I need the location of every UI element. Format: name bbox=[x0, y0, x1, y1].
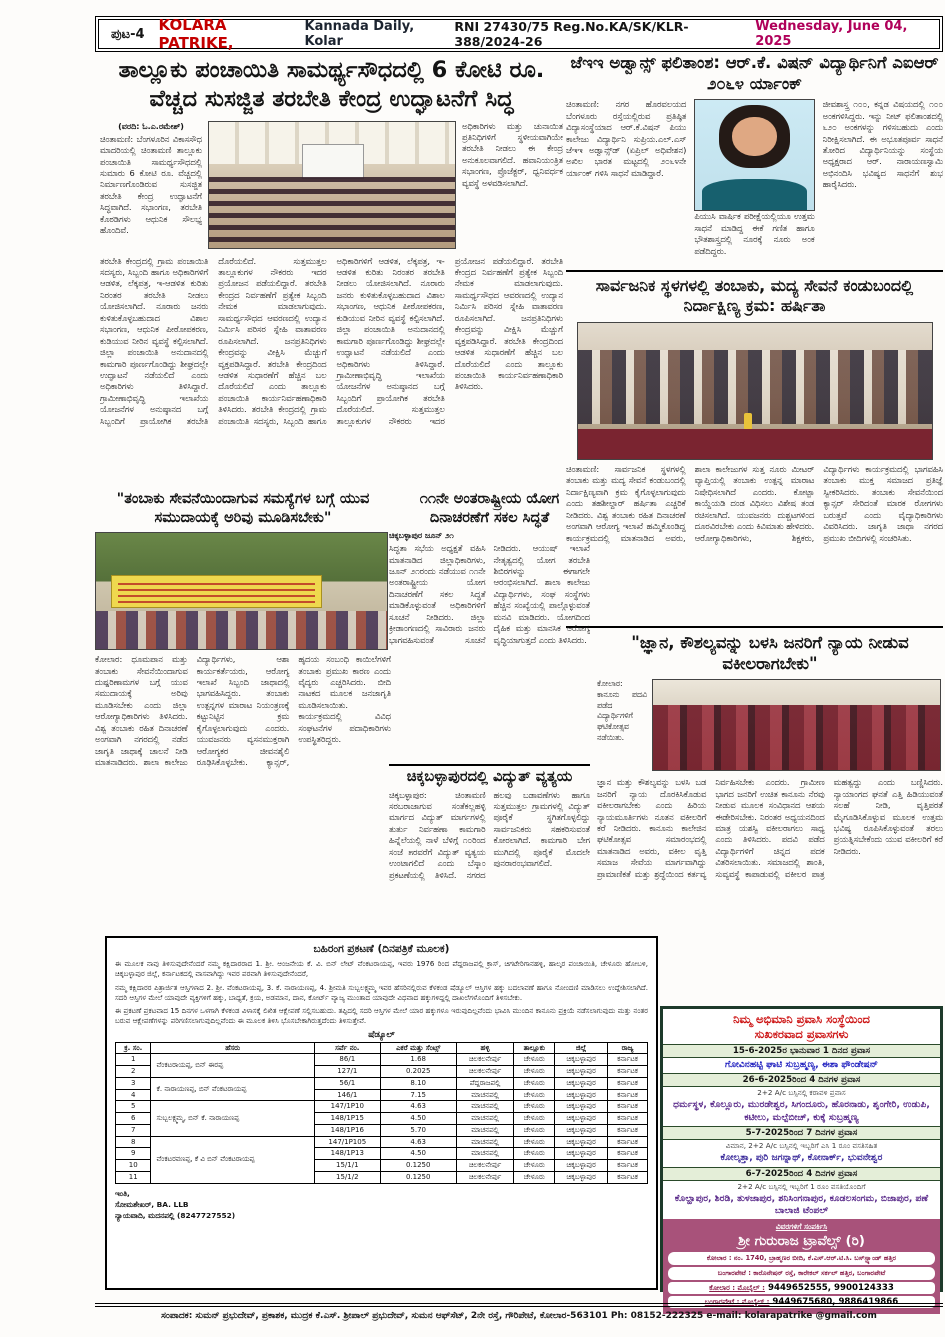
table-cell: ಕೆ. ನಾರಾಯಣಪ್ಪ, ಬಿನ್ ವೆಂಕಟರಾಯಪ್ಪ bbox=[151, 1077, 314, 1101]
table-cell: ಕರ್ನಾಟಕ bbox=[608, 1077, 648, 1089]
photo-lamp-detail bbox=[744, 413, 752, 430]
notice-table-body bbox=[116, 1054, 648, 1183]
schedule-table-head bbox=[116, 1042, 648, 1054]
table-cell: ಮಾಚನಪಲ್ಲಿ bbox=[456, 1124, 514, 1136]
table-cell: 9 bbox=[116, 1148, 151, 1160]
notice-paragraph: ನಮ್ಮ ಕಕ್ಷಿದಾರರ ಪಿತ್ರಾರ್ಜಿತ ಆಸ್ತಿಗಳಾದ 2. ಶ್ರೀ. ವೆಂಕಟರಾಯಪ್ಪ, 3. ಕೆ. ನಾರಾಯಣಪ್ಪ, 4. ಶ್ರೀಮತಿ ಸುಬ್ಬಲಕ್ಷ್ಮಮ್ಮ ಇವರ ಹೆಸರಿನಲ್ಲಿರುವ ಕೆಳಕಂಡ ಷೆಡ್ಯೂಲ್ ಆಸ್ತಿಗಳ ಹಕ್ಕು ಬದಲಾವಣೆ ಹಾಗೂ ನೋಂದಣಿ ಮಾಡಿಸಲು ಉದ್ದೇಶಿಸಲಾಗಿದೆ. ಸದರಿ ಆಸ್ತಿಗಳ ಮೇಲೆ ಯಾವುದೇ ವ್ಯಕ್ತಿಗಳಿಗೆ ಹಕ್ಕು, ಬಾಧ್ಯತೆ, ಕ್ರಯ, ಅಡಮಾನ, ದಾನ, ಕೋರ್ಟ್ ವ್ಯಾಜ್ಯ ಮುಂತಾದ ಯಾವುದೇ ವಿಧವಾದ ಹಕ್ಕುಗಳಿದ್ದಲ್ಲಿ ದಾಖಲೆಗಳೊಂದಿಗೆ ತಿಳಿಸಬೇಕು. bbox=[115, 982, 648, 1002]
paper-name: KOLARA PATRIKE, bbox=[158, 16, 234, 52]
tour-destinations: ಧರ್ಮಸ್ಥಳ, ಕೊಲ್ಲೂರು, ಮುರಡೇಶ್ವರ, ಸಿಗಂದೂರು, ಹೊರನಾಡು, ಶೃಂಗೇರಿ, ಉಡುಪಿ, ಕಟೀಲು, ಮಲ್ಪೆಬೀಚ್, ಕುಕ್ಕೆ ಸುಬ್ರಹ್ಮಣ್ಯ bbox=[673, 1099, 930, 1123]
photo-shirt-detail bbox=[702, 179, 806, 210]
divider bbox=[389, 764, 590, 766]
article-yoga-day bbox=[389, 490, 590, 739]
table-cell: 8 bbox=[116, 1136, 151, 1148]
table-cell: ಕರ್ನಾಟಕ bbox=[608, 1124, 648, 1136]
table-cell: ಮಾಚನಪಲ್ಲಿ bbox=[456, 1113, 514, 1125]
table-cell: ಮಾಚನಪಲ್ಲಿ bbox=[456, 1101, 514, 1113]
ad-title-line1: ನಿಮ್ಮ ಅಭಿಮಾನಿ ಪ್ರವಾಸಿ ಸಂಸ್ಥೆಯಿಂದ bbox=[733, 1012, 870, 1026]
dateline: ಚಿಕ್ಕಬಳ್ಳಾಪುರ ಜೂನ್ ೨೧ bbox=[389, 531, 454, 541]
headline-power-outage: ಚಿಕ್ಕಬಳ್ಳಾಪುರದಲ್ಲಿ ವಿದ್ಯುತ್ ವ್ಯತ್ಯಯ bbox=[406, 769, 573, 785]
table-cell: ಕರ್ನಾಟಕ bbox=[608, 1066, 648, 1078]
table-header-cell: ಹಳ್ಳಿ bbox=[456, 1042, 514, 1054]
table-cell: ಚೇಳೂರು bbox=[514, 1089, 555, 1101]
table-cell: ಕರ್ನಾಟಕ bbox=[608, 1136, 648, 1148]
table-cell: ಪೆದ್ದರಾಜಪಲ್ಲಿ bbox=[456, 1077, 514, 1089]
phone-label: ಕೋಲಾರ : ಮೊಬೈಲ್ : bbox=[709, 1283, 765, 1292]
headline-training-centre: ತಾಲ್ಲೂಕು ಪಂಚಾಯಿತಿ ಸಾಮರ್ಥ್ಯಸೌಧದಲ್ಲಿ 6 ಕೋಟಿ ರೂ. ವೆಚ್ಚದ ಸುಸಜ್ಜಿತ ತರಬೇತಿ ಕೇಂದ್ರ ಉದ್ಘಾಟನೆಗೆ ಸಿದ್ಧ bbox=[118, 57, 545, 112]
article-jee-result bbox=[566, 52, 943, 275]
table-cell: 86/1 bbox=[314, 1054, 380, 1066]
imprint-footer: ಸಂಪಾದಕ: ಸುಮನ್ ಪ್ರಭುದೇವ್, ಪ್ರಕಾಶಕ, ಮುದ್ರಕ ಕೆ.ಎಸ್. ಶ್ರೀಪಾಲ್ ಪ್ರಭುದೇವ್, ಸುಮನ ಆಫ್‌ಸೆಟ್, 2ನೇ ರಸ್ತೆ, ಗೌರಿಪೇಟೆ, ಕೋಲಾರ-563101 Ph: 08152-222325 e-mail: kolarapatrike @gmail.com bbox=[95, 1303, 943, 1321]
page-number-label: ಪುಟ-4 bbox=[111, 26, 145, 42]
ad-title bbox=[663, 1009, 940, 1044]
table-cell: ಚೇಳೂರು bbox=[514, 1101, 555, 1113]
table-cell: ಕರ್ನಾಟಕ bbox=[608, 1054, 648, 1066]
jee-middle-column bbox=[694, 99, 814, 275]
article-body: ಚಿಕ್ಕಬಳ್ಳಾಪುರ: ಚಿಂತಾಮಣಿ ಸರಬರಾಜಾಗುವ ಸಂತೆಕಲ್ಲಹಳ್ಳಿ ಮಾರ್ಗದ ವಿದ್ಯುತ್ ಮಾರ್ಗಗಳಲ್ಲಿ ತುರ್ತು ನಿರ್ವಹಣಾ ಕಾಮಗಾರಿ ಹಿನ್ನೆಲೆಯಲ್ಲಿ ನಾಳೆ ಬೆಳಿಗ್ಗೆ ೧೦ರಿಂದ ಸಂಜೆ ೫ರವರೆಗೆ ವಿದ್ಯುತ್ ವ್ಯತ್ಯಯ ಉಂಟಾಗಲಿದೆ ಎಂದು ಬೆಸ್ಕಾಂ ಪ್ರಕಟಣೆಯಲ್ಲಿ ತಿಳಿಸಿದೆ. ನಗರದ ಹಲವು ಬಡಾವಣೆಗಳು ಹಾಗೂ ಸುತ್ತಮುತ್ತಲ ಗ್ರಾಮಗಳಲ್ಲಿ ವಿದ್ಯುತ್ ಪೂರೈಕೆ ಸ್ಥಗಿತಗೊಳ್ಳಲಿದ್ದು ಸಾರ್ವಜನಿಕರು ಸಹಕರಿಸುವಂತೆ ಕೋರಲಾಗಿದೆ. ಕಾಮಗಾರಿ ಬೇಗ ಮುಗಿದಲ್ಲಿ ಪೂರೈಕೆ ಮೊದಲೇ ಪುನರಾರಂಭವಾಗಲಿದೆ. bbox=[389, 789, 590, 880]
notice-title: ಬಹಿರಂಗ ಪ್ರಕಟಣೆ (ದಿನಪತ್ರಿಕೆ ಮೂಲಕ) bbox=[313, 943, 450, 955]
phone-numbers: 9449652555, 9900124333 bbox=[767, 1282, 894, 1293]
table-cell: 5 bbox=[116, 1101, 151, 1113]
table-cell: 0.1250 bbox=[380, 1171, 456, 1183]
issue-date: Wednesday, June 04, 2025 bbox=[755, 19, 908, 49]
headline-lawyers-convocation: "ಜ್ಞಾನ, ಕೌಶಲ್ಯವನ್ನು ಬಳಸಿ ಜನರಿಗೆ ನ್ಯಾಯ ನೀಡುವ ವಕೀಲರಾಗಬೇಕು" bbox=[631, 633, 909, 674]
training-hall-photo bbox=[208, 121, 456, 249]
article-body: ಚಿಂತಾಮಣಿ: ಸಾರ್ವಜನಿಕ ಸ್ಥಳಗಳಲ್ಲಿ ತಂಬಾಕು ಮತ್ತು ಮದ್ಯ ಸೇವನೆ ಕಂಡುಬಂದಲ್ಲಿ ನಿರ್ದಾಕ್ಷಿಣ್ಯವಾಗಿ ಕ್ರಮ ಕೈಗೊಳ್ಳಲಾಗುವುದು ಎಂದು ತಹಶೀಲ್ದಾರ್ ಹರ್ಷಿತಾ ಎಚ್ಚರಿಕೆ ನೀಡಿದರು. ವಿಶ್ವ ತಂಬಾಕು ರಹಿತ ದಿನಾಚರಣೆ ಅಂಗವಾಗಿ ಆರೋಗ್ಯ ಇಲಾಖೆ ಹಮ್ಮಿಕೊಂಡಿದ್ದ ಕಾರ್ಯಕ್ರಮದಲ್ಲಿ ಮಾತನಾಡಿದ ಅವರು, ಶಾಲಾ ಕಾಲೇಜುಗಳ ಸುತ್ತ ನೂರು ಮೀಟರ್ ವ್ಯಾಪ್ತಿಯಲ್ಲಿ ತಂಬಾಕು ಉತ್ಪನ್ನ ಮಾರಾಟ ನಿಷೇಧಿಸಲಾಗಿದೆ ಎಂದರು. ಕೋಟ್ಪಾ ಕಾಯ್ದೆಯಡಿ ದಂಡ ವಿಧಿಸಲು ವಿಶೇಷ ತಂಡ ರಚಿಸಲಾಗಿದೆ. ಯುವಜನರು ದುಶ್ಚಟಗಳಿಂದ ದೂರವಿರಬೇಕು ಎಂದು ಕಿವಿಮಾತು ಹೇಳಿದರು. ಆರೋಗ್ಯಾಧಿಕಾರಿಗಳು, ಶಿಕ್ಷಕರು, ವಿದ್ಯಾರ್ಥಿಗಳು ಕಾರ್ಯಕ್ರಮದಲ್ಲಿ ಭಾಗವಹಿಸಿ ತಂಬಾಕು ಮುಕ್ತ ಸಮಾಜದ ಪ್ರತಿಜ್ಞೆ ಸ್ವೀಕರಿಸಿದರು. ತಂಬಾಕು ಸೇವನೆಯಿಂದ ಕ್ಯಾನ್ಸರ್ ಸೇರಿದಂತೆ ಮಾರಕ ರೋಗಗಳು ಬರುತ್ತವೆ ಎಂದು ವೈದ್ಯಾಧಿಕಾರಿಗಳು ವಿವರಿಸಿದರು. ಜಾಗೃತಿ ಜಾಥಾ ನಗರದ ಪ್ರಮುಖ ಬೀದಿಗಳಲ್ಲಿ ಸಂಚರಿಸಿತು. bbox=[566, 463, 943, 543]
table-header-cell: ಸರ್ವೆ ನಂ. bbox=[314, 1042, 380, 1054]
student-portrait-photo bbox=[694, 99, 814, 211]
article-body: ಚಿಂತಾಮಣಿ: ನಗರ ಹೊರವಲಯದ ಬೆಂಗಳೂರು ರಸ್ತೆಯಲ್ಲಿರುವ ಪ್ರತಿಷ್ಠಿತ ವಿದ್ಯಾಸಂಸ್ಥೆಯಾದ ಆರ್.ಕೆ.ವಿಷನ್ ಪಿಯು ಕಾಲೇಜು ವಿದ್ಯಾರ್ಥಿನಿ ಸುಪ್ರಿಯ.ಎಲ್.ಎಸ್ ಜೆಇಇ ಅಡ್ವಾನ್ಸ್‌ಡ್ (ಏಪ್ರಿಲ್ ಅಧಿವೇಶನ) ಅಖಿಲ ಭಾರತ ಮಟ್ಟದಲ್ಲಿ ೨೦೬೪ನೇ ರ್ಯಾಂಕ್ ಗಳಿಸಿ ಸಾಧನೆ ಮಾಡಿದ್ದಾರೆ. bbox=[566, 99, 687, 178]
tour-destinations: ಕೊಲ್ಹಾಪುರ, ಶಿರಡಿ, ತುಳಜಾಪುರ, ಶನಿಸಿಂಗನಾಪುರ, ಕೂಡಲಸಂಗಮ, ಬಿಜಾಪುರ, ಪಣೆ ಬಾಲಾಜಿ ಟೆಂಪಲ್ bbox=[674, 1192, 929, 1216]
headline-yoga-day: ೧೧ನೇ ಅಂತರಾಷ್ಟ್ರೀಯ ಯೋಗ ದಿನಾಚರಣೆಗೆ ಸಕಲ ಸಿದ್ಧತೆ bbox=[419, 491, 560, 526]
table-cell: ಚಿಕ್ಕಬಳ್ಳಾಪುರ bbox=[555, 1077, 608, 1089]
table-cell: 0.1250 bbox=[380, 1160, 456, 1172]
table-cell: 10 bbox=[116, 1160, 151, 1172]
tour-date: 26-6-2025ರಿಂದ 4 ದಿನಗಳ ಪ್ರವಾಸ bbox=[663, 1073, 940, 1087]
photo-people-detail bbox=[578, 350, 932, 423]
lawyers-top-section bbox=[597, 679, 943, 771]
tour-item bbox=[663, 1073, 940, 1126]
table-cell: ಚೇಳೂರು bbox=[514, 1148, 555, 1160]
article-tobacco-awareness bbox=[95, 490, 391, 926]
table-cell: 4 bbox=[116, 1089, 151, 1101]
notice-paragraph: ಈ ಪ್ರಕಟಣೆ ಪ್ರಕಟವಾದ 15 ದಿನಗಳ ಒಳಗಾಗಿ ಕೆಳಕಂಡ ವಿಳಾಸಕ್ಕೆ ಲಿಖಿತ ಆಕ್ಷೇಪಣೆ ಸಲ್ಲಿಸಬಹುದು. ತಪ್ಪಿದಲ್ಲಿ ಸದರಿ ಆಸ್ತಿಗಳ ಮೇಲೆ ಯಾರ ಹಕ್ಕುಗಳೂ ಇರುವುದಿಲ್ಲವೆಂದು ಭಾವಿಸಿ ಮುಂದಿನ ಕಾನೂನು ಪ್ರಕ್ರಿಯೆ ನಡೆಸಲಾಗುವುದು ಮತ್ತು ನಂತರ ಬರುವ ಆಕ್ಷೇಪಣೆಗಳನ್ನು ಪರಿಗಣಿಸಲಾಗುವುದಿಲ್ಲವೆಂದು ಈ ಮೂಲಕ ತಿಳಿಸಿ ಭೊಸಬೇಕಾಗಿರುತ್ತದೆಂದು ತಿಳಿಸುತ್ತೇವೆ. bbox=[115, 1006, 648, 1026]
agency-name: ಶ್ರೀ ಗುರುರಾಜ ಟ್ರಾವೆಲ್ಸ್ (ರಿ) bbox=[738, 1233, 865, 1250]
tour-date: 5-7-2025ರಿಂದ 7 ದಿನಗಳ ಪ್ರವಾಸ bbox=[663, 1126, 940, 1140]
table-cell: ವೆಂಕಟರವಣಪ್ಪ, ಕೆ ವಿ ಬಿನ್ ವೆಂಕಟರಾಯಪ್ಪ bbox=[151, 1136, 314, 1183]
divider bbox=[566, 626, 943, 628]
table-cell: ಚೇಳೂರು bbox=[514, 1171, 555, 1183]
tour-destinations: ಕೋಲ್ಕತ್ತಾ, ಪುರಿ ಜಗನ್ನಾಥ್, ಕೋನಾರ್ಕ್, ಭುವನೇಶ್ವರ bbox=[720, 1152, 883, 1164]
photo-people-detail bbox=[653, 705, 940, 770]
signoff-line: ಸೋಮಶೇಖರ್, BA. LLB bbox=[115, 1199, 189, 1209]
table-cell: 15/1/2 bbox=[314, 1171, 380, 1183]
table-header-cell: ತಾಲ್ಲೂಕು bbox=[514, 1042, 555, 1054]
table-cell: ಚೇಳೂರು bbox=[514, 1124, 555, 1136]
article-training-centre bbox=[100, 56, 563, 496]
table-cell: 11 bbox=[116, 1171, 151, 1183]
notice-paragraph: ಈ ಮೂಲಕ ನಾವು ತಿಳಿಸುವುದೇನೆಂದರೆ ನಮ್ಮ ಕಕ್ಷಿದಾರರಾದ 1. ಶ್ರೀ. ಆಂಜನೇಯ ಕೆ. ವಿ. ಬಿನ್ ಲೇಟ್ ವೆಂಕಟರಾಯಪ್ಪ, ಇವರು 1976 ರಿಂದ ಪೆದ್ದರಾಜಪಲ್ಲಿ ಕ್ರಾಸ್, ಚಿಗಟೇರಿಗಾನಹಳ್ಳಿ, ಹಾಲ್ಕರ ಪಂಚಾಯಿತಿ, ಚೇಳೂರು ಹೋಬಳಿ, ಚಿಕ್ಕಬಳ್ಳಾಪುರ ಜಿಲ್ಲೆ, ಕರ್ನಾಟಕದಲ್ಲಿ ವಾಸವಾಗಿದ್ದು ಇವರ ಪರವಾಗಿ ತಿಳಿಸುವುದೇನೆಂದರೆ, bbox=[115, 959, 648, 979]
photo-face-detail bbox=[732, 117, 777, 157]
table-cell: 4.50 bbox=[380, 1113, 456, 1125]
photo-banner-text-detail bbox=[118, 579, 316, 604]
table-cell: ಕರ್ನಾಟಕ bbox=[608, 1101, 648, 1113]
table-cell: ಮಾಚನಪಲ್ಲಿ bbox=[456, 1148, 514, 1160]
table-cell: ಕರ್ನಾಟಕ bbox=[608, 1148, 648, 1160]
table-cell: ಕರ್ನಾಟಕ bbox=[608, 1113, 648, 1125]
table-cell: ಚಿಕ್ಕಬಳ್ಳಾಪುರ bbox=[555, 1124, 608, 1136]
table-cell: ಚಿಕ್ಕಬಳ್ಳಾಪುರ bbox=[555, 1066, 608, 1078]
tour-item bbox=[663, 1167, 940, 1220]
tour-date: 6-7-2025ರಿಂದ 4 ದಿನಗಳ ಪ್ರವಾಸ bbox=[663, 1167, 940, 1181]
byline: (ವರದಿ: ಓ.ಎ.ರಮೇಶ್) bbox=[118, 121, 184, 131]
photo-screen-detail bbox=[302, 144, 363, 179]
table-cell: 15/1/1 bbox=[314, 1160, 380, 1172]
table-cell: ಮಾಚನಪಲ್ಲಿ bbox=[456, 1089, 514, 1101]
table-cell: 148/1P15 bbox=[314, 1113, 380, 1125]
table-cell: ಸುಬ್ಬಲಕ್ಷ್ಮಮ್ಮ, ಬಿನ್ ಕೆ. ನಾರಾಯಣಪ್ಪ bbox=[151, 1101, 314, 1136]
table-cell: ಕರ್ನಾಟಕ bbox=[608, 1089, 648, 1101]
table-row bbox=[116, 1077, 648, 1089]
article-tobacco-enforcement bbox=[566, 276, 943, 632]
table-cell: ಚಿಕ್ಕಬಳ್ಳಾಪುರ bbox=[555, 1089, 608, 1101]
table-cell: 0.2025 bbox=[380, 1066, 456, 1078]
table-cell: ಚೇಳೂರು bbox=[514, 1054, 555, 1066]
table-header-cell: ಜಿಲ್ಲೆ bbox=[555, 1042, 608, 1054]
registration-number: RNI 27430/75 Reg.No.KA/SK/KLR-388/2024-26 bbox=[454, 19, 689, 49]
headline-jee-result: ಜೆಇಇ ಅಡ್ವಾನ್ಸ್ ಫಲಿತಾಂಶ: ಆರ್.ಕೆ. ವಿಷನ್ ವಿದ್ಯಾರ್ಥಿನಿಗೆ ಎಐಆರ್ ೨೦೬೪ ರ್ಯಾಂಕ್ bbox=[570, 53, 939, 94]
signoff-line: ಇಂತಿ, bbox=[115, 1188, 130, 1198]
training-top-section bbox=[100, 121, 563, 249]
officials-dais-photo bbox=[577, 322, 933, 460]
table-header-cell: ಎಕರೆ ಮತ್ತು ಸೆಂಟ್ಸ್ bbox=[380, 1042, 456, 1054]
table-cell: 56/1 bbox=[314, 1077, 380, 1089]
table-cell: ಚೇಳೂರು bbox=[514, 1113, 555, 1125]
table-cell: ಮಾಚನಪಲ್ಲಿ bbox=[456, 1136, 514, 1148]
article-body: ಜೀವಶಾಸ್ತ್ರ ೧೦೦, ಕನ್ನಡ ವಿಷಯದಲ್ಲಿ ೧೦೦ ಅಂಕಗಳಿಸಿದ್ದರು. ಇನ್ನು ನೀಟ್ ಫಲಿತಾಂಶದಲ್ಲಿ ೬೨೦ ಅಂಕಗಳನ್ನು ಗಳಿಸಬಹುದು ಎಂದು ನಿರೀಕ್ಷಿಸಲಾಗಿದೆ. ಈ ಅಭೂತಪೂರ್ವ ಸಾಧನೆ ತೋರಿದ ವಿದ್ಯಾರ್ಥಿನಿಯನ್ನು ಸಂಸ್ಥೆಯ ಅಧ್ಯಕ್ಷರಾದ ಆರ್. ನಾರಾಯಣಸ್ವಾಮಿ ಅಭಿನಂದಿಸಿ ಭವಿಷ್ಯದ ಸಾಧನೆಗೆ ಶುಭ ಹಾರೈಸಿದರು. bbox=[822, 99, 943, 190]
table-cell: 4.63 bbox=[380, 1101, 456, 1113]
table-cell: 5.70 bbox=[380, 1124, 456, 1136]
table-cell: ಚಿಲಕಲನೇರ್ಪು bbox=[456, 1171, 514, 1183]
article-body bbox=[100, 121, 202, 249]
table-cell: ಚಿಕ್ಕಬಳ್ಳಾಪುರ bbox=[555, 1148, 608, 1160]
table-cell: 1 bbox=[116, 1054, 151, 1066]
table-cell: 3 bbox=[116, 1077, 151, 1089]
table-cell: 147/1P10 bbox=[314, 1101, 380, 1113]
table-header-cell: ಹೆಸರು bbox=[151, 1042, 314, 1054]
table-row bbox=[116, 1136, 648, 1148]
table-cell: 4.50 bbox=[380, 1148, 456, 1160]
photo-people-detail bbox=[96, 611, 387, 649]
agency-address: ಕೋಲಾರ : ನಂ. 1740, ಬ್ರಾಹ್ಮಣರ ಬೀದಿ, ಕೆ.ಎಸ್.ಆರ್.ಟಿ.ಸಿ. ಬಸ್‌ಸ್ಟ್ಯಾಂಡ್ ಹತ್ತಿರ bbox=[668, 1252, 935, 1265]
tour-date: 15-6-2025ರ ಭಾನುವಾರ 1 ದಿನದ ಪ್ರವಾಸ bbox=[663, 1044, 940, 1058]
table-cell: ವೆಂಕಟರಾಯಪ್ಪ, ಬಿನ್ ಈರಪ್ಪ bbox=[151, 1054, 314, 1078]
headline-tobacco-enforcement: ಸಾರ್ವಜನಿಕ ಸ್ಥಳಗಳಲ್ಲಿ ತಂಬಾಕು, ಮದ್ಯ ಸೇವನೆ ಕಂಡುಬಂದಲ್ಲಿ ನಿರ್ದಾಕ್ಷಿಣ್ಯ ಕ್ರಮ: ಹರ್ಷಿತಾ bbox=[595, 276, 914, 316]
article-body: ಅಧಿಕಾರಿಗಳು ಮತ್ತು ಚುನಾಯಿತ ಪ್ರತಿನಿಧಿಗಳಿಗೆ ಸ್ಥಳೀಯವಾಗಿಯೇ ತರಬೇತಿ ನೀಡಲು ಈ ಕೇಂದ್ರ ಅನುಕೂಲವಾಗಲಿದೆ. ಹವಾನಿಯಂತ್ರಿತ ಸಭಾಂಗಣ, ಪ್ರೊಜೆಕ್ಟರ್, ಧ್ವನಿವರ್ಧಕ ವ್ಯವಸ್ಥೆ ಅಳವಡಿಸಲಾಗಿದೆ. bbox=[462, 120, 563, 188]
table-cell: ಕರ್ನಾಟಕ bbox=[608, 1171, 648, 1183]
table-cell: 8.10 bbox=[380, 1077, 456, 1089]
table-cell: ಚಿಕ್ಕಬಳ್ಳಾಪುರ bbox=[555, 1160, 608, 1172]
table-cell: 1.68 bbox=[380, 1054, 456, 1066]
jee-columns bbox=[566, 99, 943, 275]
travel-agency-ad bbox=[660, 1006, 943, 1307]
legal-notice-box bbox=[105, 936, 658, 1290]
photo-banner-detail bbox=[111, 575, 323, 608]
notice-signoff bbox=[115, 1188, 648, 1221]
table-cell: 146/1 bbox=[314, 1089, 380, 1101]
table-cell: ಚೇಳೂರು bbox=[514, 1077, 555, 1089]
table-cell: ಚಿಕ್ಕಬಳ್ಳಾಪುರ bbox=[555, 1171, 608, 1183]
table-cell: 148/1P16 bbox=[314, 1124, 380, 1136]
table-header-row bbox=[116, 1042, 648, 1054]
table-cell: ಚೇಳೂರು bbox=[514, 1066, 555, 1078]
headline-tobacco-awareness: "ತಂಬಾಕು ಸೇವನೆಯಿಂದಾಗುವ ಸಮಸ್ಯೆಗಳ ಬಗ್ಗೆ ಯುವ ಸಮುದಾಯಕ್ಕೆ ಅರಿವು ಮೂಡಿಸಬೇಕು" bbox=[116, 491, 370, 526]
table-cell: 6 bbox=[116, 1113, 151, 1125]
phone-label: ಬಂಗಾರಪೇಟೆ : ಮೊಬೈಲ್ : bbox=[704, 1297, 770, 1306]
phone-numbers: 9449675680, 9886419866 bbox=[772, 1296, 899, 1307]
paper-subtitle: Kannada Daily, Kolar bbox=[304, 19, 415, 49]
agency-address: ಬಂಗಾರಪೇಟೆ : ಕಾರೊನೇಷನ್ ರಸ್ತೆ, ಕಾರೇಕಲ್ ಸರ್ಕಲ್ ಹತ್ತಿರ, ಬಂಗಾರಪೇಟೆ bbox=[668, 1267, 935, 1280]
tour-note: 2+2 A/c ಬಸ್ಸಿನಲ್ಲಿ ಕರಾವಳಿ ಪ್ರವಾಸ bbox=[757, 1088, 846, 1098]
tour-item bbox=[663, 1044, 940, 1073]
body-text: ಚಿಂತಾಮಣಿ: ಬೆಂಗಳೂರಿನ ವಿಕಾಸಸೌಧ ಮಾದರಿಯಲ್ಲಿ ಚಿಂತಾಮಣಿ ತಾಲ್ಲೂಕು ಪಂಚಾಯಿತಿ ಸಾಮರ್ಥ್ಯಸೌಧದಲ್ಲಿ ಸುಮಾರು 6 ಕೋಟಿ ರೂ. ವೆಚ್ಚದಲ್ಲಿ ನಿರ್ಮಾಣಗೊಂಡಿರುವ ಸುಸಜ್ಜಿತ ತರಬೇತಿ ಕೇಂದ್ರ ಉದ್ಘಾಟನೆಗೆ ಸಿದ್ಧವಾಗಿದೆ. ಸಭಾಂಗಣ, ತರಬೇತಿ ಕೊಠಡಿಗಳು ಆಧುನಿಕ ಸೌಲಭ್ಯ ಹೊಂದಿವೆ. bbox=[100, 133, 202, 236]
tour-note: 2+2 A/c ಬಸ್ಸಿನಲ್ಲಿ ಇಬ್ಬರಿಗೆ 1 ರೂಂ ವಸತಿಯೊಂದಿಗೆ bbox=[737, 1181, 866, 1191]
table-cell: 148/1P13 bbox=[314, 1148, 380, 1160]
table-cell: ಚಿಕ್ಕಬಳ್ಳಾಪುರ bbox=[555, 1113, 608, 1125]
table-cell: 7 bbox=[116, 1124, 151, 1136]
table-cell: 7.15 bbox=[380, 1089, 456, 1101]
schedule-label: ಷೆಡ್ಯೂಲ್ bbox=[368, 1029, 395, 1040]
table-cell: 127/1 bbox=[314, 1066, 380, 1078]
masthead bbox=[95, 16, 943, 52]
tour-destinations: ಗೋವಿನಹಟ್ಟಿ ಘಾಟಿ ಸುಬ್ರಹ್ಮಣ್ಯ, ಈಶಾ ಫೌಂಡೇಷನ್ bbox=[725, 1058, 878, 1070]
table-header-cell: ರಾಜ್ಯ bbox=[608, 1042, 648, 1054]
article-body: ಪಿಯುಸಿ ವಾರ್ಷಿಕ ಪರೀಕ್ಷೆಯಲ್ಲಿಯೂ ಉತ್ತಮ ಸಾಧನೆ ಮಾಡಿದ್ದ ಈಕೆ ಗಣಿತ ಹಾಗೂ ಭೌತಶಾಸ್ತ್ರದಲ್ಲಿ ನೂರಕ್ಕೆ ನೂರು ಅಂಕ ಪಡೆದಿದ್ದರು. bbox=[694, 211, 815, 256]
table-row bbox=[116, 1101, 648, 1113]
table-cell: ಚೇಳೂರು bbox=[514, 1136, 555, 1148]
table-cell: ಚಿಕ್ಕಬಳ್ಳಾಪುರ bbox=[555, 1136, 608, 1148]
article-body: ಜ್ಞಾನ ಮತ್ತು ಕೌಶಲ್ಯವನ್ನು ಬಳಸಿ ಬಡ ಜನರಿಗೆ ನ್ಯಾಯ ದೊರಕಿಸಿಕೊಡುವ ವಕೀಲರಾಗಬೇಕು ಎಂದು ಹಿರಿಯ ನ್ಯಾಯಮೂರ್ತಿಗಳು ನೂತನ ವಕೀಲರಿಗೆ ಕರೆ ನೀಡಿದರು. ಕಾನೂನು ಕಾಲೇಜಿನ ಘಟಿಕೋತ್ಸವ ಸಮಾರಂಭದಲ್ಲಿ ಮಾತನಾಡಿದ ಅವರು, ವಕೀಲ ವೃತ್ತಿ ಸಮಾಜ ಸೇವೆಯ ಮಾರ್ಗವಾಗಿದ್ದು ಪ್ರಾಮಾಣಿಕತೆ ಮತ್ತು ಶ್ರದ್ಧೆಯಿಂದ ಕರ್ತವ್ಯ ನಿರ್ವಹಿಸಬೇಕು ಎಂದರು. ಗ್ರಾಮೀಣ ಭಾಗದ ಜನರಿಗೆ ಉಚಿತ ಕಾನೂನು ನೆರವು ನೀಡುವ ಮೂಲಕ ಸಂವಿಧಾನದ ಆಶಯ ಈಡೇರಿಸಬೇಕು. ನಿರಂತರ ಅಧ್ಯಯನದಿಂದ ಮಾತ್ರ ಯಶಸ್ವಿ ವಕೀಲರಾಗಲು ಸಾಧ್ಯ ಎಂದು ತಿಳಿಸಿದರು. ಪದವಿ ಪಡೆದ ವಿದ್ಯಾರ್ಥಿಗಳಿಗೆ ಚಿನ್ನದ ಪದಕ ವಿತರಿಸಲಾಯಿತು. ಸಮಾಜದಲ್ಲಿ ಶಾಂತಿ, ಸುವ್ಯವಸ್ಥೆ ಕಾಪಾಡುವಲ್ಲಿ ವಕೀಲರ ಪಾತ್ರ ಮಹತ್ವದ್ದು ಎಂದು ಬಣ್ಣಿಸಿದರು. ನ್ಯಾಯಾಂಗದ ಘನತೆ ಎತ್ತಿ ಹಿಡಿಯುವಂತೆ ಸಲಹೆ ನೀಡಿ, ವೃತ್ತಿಪರತೆ ಮೈಗೂಡಿಸಿಕೊಳ್ಳುವ ಮೂಲಕ ಉತ್ತಮ ಭವಿಷ್ಯ ರೂಪಿಸಿಕೊಳ್ಳುವಂತೆ ತರಲು ಪ್ರಯತ್ನಿಸಬೇಕೆಂದು ಯುವ ವಕೀಲರಿಗೆ ಕರೆ ನೀಡಿದರು. bbox=[597, 777, 943, 879]
table-cell: ಚಿಲಕಲನೇರ್ಪು bbox=[456, 1066, 514, 1078]
divider bbox=[566, 270, 943, 272]
contact-heading: ವಿವರಗಳಿಗೆ ಸಂಪರ್ಕಿಸಿ bbox=[775, 1222, 828, 1232]
article-body: ಸಿದ್ಧತಾ ಸಭೆಯ ಅಧ್ಯಕ್ಷತೆ ವಹಿಸಿ ಮಾತನಾಡಿದ ಜಿಲ್ಲಾಧಿಕಾರಿಗಳು, ಜೂನ್ ೨೧ರಂದು ನಡೆಯುವ ೧೧ನೇ ಅಂತರಾಷ್ಟ್ರೀಯ ಯೋಗ ದಿನಾಚರಣೆಗೆ ಸಕಲ ಸಿದ್ಧತೆ ಮಾಡಿಕೊಳ್ಳುವಂತೆ ಅಧಿಕಾರಿಗಳಿಗೆ ಸೂಚನೆ ನೀಡಿದರು. ಜಿಲ್ಲಾ ಕ್ರೀಡಾಂಗಣದಲ್ಲಿ ಸಾವಿರಾರು ಜನರು ಭಾಗವಹಿಸುವಂತೆ ಸೂಚನೆ ನೀಡಿದರು. ಆಯುಷ್ ಇಲಾಖೆ ನೇತೃತ್ವದಲ್ಲಿ ಯೋಗ ತರಬೇತಿ ಶಿಬಿರಗಳನ್ನು ಈಗಾಗಲೇ ಆರಂಭಿಸಲಾಗಿದೆ. ಶಾಲಾ ಕಾಲೇಜು ವಿದ್ಯಾರ್ಥಿಗಳು, ಸಂಘ ಸಂಸ್ಥೆಗಳು ಹೆಚ್ಚಿನ ಸಂಖ್ಯೆಯಲ್ಲಿ ಪಾಲ್ಗೊಳ್ಳುವಂತೆ ಮನವಿ ಮಾಡಿದರು. ಯೋಗದಿಂದ ದೈಹಿಕ ಮತ್ತು ಮಾನಸಿಕ ಆರೋಗ್ಯ ವೃದ್ಧಿಯಾಗುತ್ತದೆ ಎಂದು ತಿಳಿಸಿದರು. bbox=[389, 543, 590, 645]
article-body: ಕೋಲಾರ: ಕಾನೂನು ಪದವಿ ಪಡೆದ ವಿದ್ಯಾರ್ಥಿಗಳಿಗೆ ಘಟಿಕೋತ್ಸವ ನಡೆಯಿತು. bbox=[597, 679, 647, 742]
tour-item bbox=[663, 1126, 940, 1166]
photo-table-detail bbox=[578, 429, 932, 459]
table-row bbox=[116, 1054, 648, 1066]
signoff-line: ನ್ಯಾಯವಾದಿ, ಮದನಪಲ್ಲಿ (8247727552) bbox=[115, 1210, 236, 1220]
article-power-outage bbox=[389, 768, 590, 932]
table-cell: ಚಿಲಕಲನೇರ್ಪು bbox=[456, 1160, 514, 1172]
table-cell: 2 bbox=[116, 1066, 151, 1078]
article-body: ಕೋಲಾರ: ಧೂಮಪಾನ ಮತ್ತು ತಂಬಾಕು ಸೇವನೆಯಿಂದಾಗುವ ದುಷ್ಪರಿಣಾಮಗಳ ಬಗ್ಗೆ ಯುವ ಸಮುದಾಯಕ್ಕೆ ಅರಿವು ಮೂಡಿಸಬೇಕು ಎಂದು ಜಿಲ್ಲಾ ಆರೋಗ್ಯಾಧಿಕಾರಿಗಳು ತಿಳಿಸಿದರು. ವಿಶ್ವ ತಂಬಾಕು ರಹಿತ ದಿನಾಚರಣೆ ಅಂಗವಾಗಿ ನಗರದಲ್ಲಿ ನಡೆದ ಜಾಗೃತಿ ಜಾಥಾಕ್ಕೆ ಚಾಲನೆ ನೀಡಿ ಮಾತನಾಡಿದರು. ಶಾಲಾ ಕಾಲೇಜು ವಿದ್ಯಾರ್ಥಿಗಳು, ಆಶಾ ಕಾರ್ಯಕರ್ತೆಯರು, ಆರೋಗ್ಯ ಇಲಾಖೆ ಸಿಬ್ಬಂದಿ ಜಾಥಾದಲ್ಲಿ ಭಾಗವಹಿಸಿದ್ದರು. ತಂಬಾಕು ಉತ್ಪನ್ನಗಳ ಮಾರಾಟ ನಿಯಂತ್ರಣಕ್ಕೆ ಕಟ್ಟುನಿಟ್ಟಿನ ಕ್ರಮ ಕೈಗೊಳ್ಳಲಾಗುವುದು ಎಂದರು. ಯುವಜನರು ವ್ಯಸನಮುಕ್ತರಾಗಿ ಆರೋಗ್ಯಕರ ಜೀವನಶೈಲಿ ರೂಢಿಸಿಕೊಳ್ಳಬೇಕು. ಕ್ಯಾನ್ಸರ್, ಹೃದಯ ಸಂಬಂಧಿ ಕಾಯಿಲೆಗಳಿಗೆ ತಂಬಾಕು ಪ್ರಮುಖ ಕಾರಣ ಎಂದು ವೈದ್ಯರು ಎಚ್ಚರಿಸಿದರು. ಬೀದಿ ನಾಟಕದ ಮೂಲಕ ಜನಜಾಗೃತಿ ಮೂಡಿಸಲಾಯಿತು. ಕಾರ್ಯಕ್ರಮದಲ್ಲಿ ವಿವಿಧ ಸಂಘಟನೆಗಳ ಪದಾಧಿಕಾರಿಗಳು ಉಪಸ್ಥಿತರಿದ್ದರು. bbox=[95, 654, 391, 768]
table-cell: ಚಿಕ್ಕಬಳ್ಳಾಪುರ bbox=[555, 1054, 608, 1066]
table-cell: ಕರ್ನಾಟಕ bbox=[608, 1160, 648, 1172]
photo-chairs-detail bbox=[209, 177, 455, 248]
table-cell: 4.63 bbox=[380, 1136, 456, 1148]
table-cell: 147/1P105 bbox=[314, 1136, 380, 1148]
ad-title-line2: ಸುಖಕರವಾದ ಪ್ರವಾಸಗಳು bbox=[754, 1026, 849, 1041]
schedule-table bbox=[115, 1042, 648, 1184]
table-cell: ಚೇಳೂರು bbox=[514, 1160, 555, 1172]
table-header-cell: ಕ್ರ. ಸಂ. bbox=[116, 1042, 151, 1054]
ad-contact-block bbox=[663, 1219, 940, 1313]
table-cell: ಚಿಕ್ಕಬಳ್ಳಾಪುರ bbox=[555, 1101, 608, 1113]
phone-row bbox=[668, 1282, 935, 1294]
tour-note: ವಿಮಾನ, 2+2 A/c ಬಸ್ಸಿನಲ್ಲಿ ಇಬ್ಬರಿಗೆ ಎಸಿ 1 ರೂಂ ವಸತಿಸಹಿತ bbox=[725, 1141, 878, 1151]
table-cell: ಚಿಲಕಲನೇರ್ಪು bbox=[456, 1054, 514, 1066]
awareness-rally-photo bbox=[95, 532, 388, 650]
graduates-group-photo bbox=[652, 679, 941, 771]
article-body: ತರಬೇತಿ ಕೇಂದ್ರದಲ್ಲಿ ಗ್ರಾಮ ಪಂಚಾಯಿತಿ ಸದಸ್ಯರು, ಸಿಬ್ಬಂದಿ ಹಾಗೂ ಅಧಿಕಾರಿಗಳಿಗೆ ಆಡಳಿತ, ಲೆಕ್ಕಪತ್ರ, ಇ-ಆಡಳಿತ ಕುರಿತು ನಿರಂತರ ತರಬೇತಿ ನೀಡಲು ಯೋಜಿಸಲಾಗಿದೆ. ನೂರಾರು ಜನರು ಕುಳಿತುಕೊಳ್ಳಬಹುದಾದ ವಿಶಾಲ ಸಭಾಂಗಣ, ಆಧುನಿಕ ಪೀಠೋಪಕರಣ, ಕುಡಿಯುವ ನೀರಿನ ವ್ಯವಸ್ಥೆ ಕಲ್ಪಿಸಲಾಗಿದೆ. ಜಿಲ್ಲಾ ಪಂಚಾಯಿತಿ ಅನುದಾನದಲ್ಲಿ ಕಾಮಗಾರಿ ಪೂರ್ಣಗೊಂಡಿದ್ದು ಶೀಘ್ರದಲ್ಲೇ ಉದ್ಘಾಟನೆ ನಡೆಯಲಿದೆ ಎಂದು ಅಧಿಕಾರಿಗಳು ತಿಳಿಸಿದ್ದಾರೆ. ಗ್ರಾಮೀಣಾಭಿವೃದ್ಧಿ ಇಲಾಖೆಯ ಯೋಜನೆಗಳ ಅನುಷ್ಠಾನದ ಬಗ್ಗೆ ಸಿಬ್ಬಂದಿಗೆ ಪ್ರಾಯೋಗಿಕ ತರಬೇತಿ ದೊರೆಯಲಿದೆ. ಸುತ್ತಮುತ್ತಲ ತಾಲ್ಲೂಕುಗಳ ನೌಕರರು ಇದರ ಪ್ರಯೋಜನ ಪಡೆಯಲಿದ್ದಾರೆ. ತರಬೇತಿ ಕೇಂದ್ರದ ನಿರ್ವಹಣೆಗೆ ಪ್ರತ್ಯೇಕ ಸಿಬ್ಬಂದಿ ನೇಮಕ ಮಾಡಲಾಗುವುದು. ಸಾಮರ್ಥ್ಯಸೌಧದ ಆವರಣದಲ್ಲಿ ಉದ್ಯಾನ ನಿರ್ಮಿಸಿ ಪರಿಸರ ಸ್ನೇಹಿ ವಾತಾವರಣ ರೂಪಿಸಲಾಗಿದೆ. ಜನಪ್ರತಿನಿಧಿಗಳು ಕೇಂದ್ರವನ್ನು ವೀಕ್ಷಿಸಿ ಮೆಚ್ಚುಗೆ ವ್ಯಕ್ತಪಡಿಸಿದ್ದಾರೆ. ತರಬೇತಿ ಕೇಂದ್ರದಿಂದ ಆಡಳಿತ ಸುಧಾರಣೆಗೆ ಹೆಚ್ಚಿನ ಬಲ ದೊರೆಯಲಿದೆ ಎಂದು ತಾಲ್ಲೂಕು ಪಂಚಾಯಿತಿ ಕಾರ್ಯನಿರ್ವಹಣಾಧಿಕಾರಿ ತಿಳಿಸಿದರು. ತರಬೇತಿ ಕೇಂದ್ರದಲ್ಲಿ ಗ್ರಾಮ ಪಂಚಾಯಿತಿ ಸದಸ್ಯರು, ಸಿಬ್ಬಂದಿ ಹಾಗೂ ಅಧಿಕಾರಿಗಳಿಗೆ ಆಡಳಿತ, ಲೆಕ್ಕಪತ್ರ, ಇ-ಆಡಳಿತ ಕುರಿತು ನಿರಂತರ ತರಬೇತಿ ನೀಡಲು ಯೋಜಿಸಲಾಗಿದೆ. ನೂರಾರು ಜನರು ಕುಳಿತುಕೊಳ್ಳಬಹುದಾದ ವಿಶಾಲ ಸಭಾಂಗಣ, ಆಧುನಿಕ ಪೀಠೋಪಕರಣ, ಕುಡಿಯುವ ನೀರಿನ ವ್ಯವಸ್ಥೆ ಕಲ್ಪಿಸಲಾಗಿದೆ. ಜಿಲ್ಲಾ ಪಂಚಾಯಿತಿ ಅನುದಾನದಲ್ಲಿ ಕಾಮಗಾರಿ ಪೂರ್ಣಗೊಂಡಿದ್ದು ಶೀಘ್ರದಲ್ಲೇ ಉದ್ಘಾಟನೆ ನಡೆಯಲಿದೆ ಎಂದು ಅಧಿಕಾರಿಗಳು ತಿಳಿಸಿದ್ದಾರೆ. ಗ್ರಾಮೀಣಾಭಿವೃದ್ಧಿ ಇಲಾಖೆಯ ಯೋಜನೆಗಳ ಅನುಷ್ಠಾನದ ಬಗ್ಗೆ ಸಿಬ್ಬಂದಿಗೆ ಪ್ರಾಯೋಗಿಕ ತರಬೇತಿ ದೊರೆಯಲಿದೆ. ಸುತ್ತಮುತ್ತಲ ತಾಲ್ಲೂಕುಗಳ ನೌಕರರು ಇದರ ಪ್ರಯೋಜನ ಪಡೆಯಲಿದ್ದಾರೆ. ತರಬೇತಿ ಕೇಂದ್ರದ ನಿರ್ವಹಣೆಗೆ ಪ್ರತ್ಯೇಕ ಸಿಬ್ಬಂದಿ ನೇಮಕ ಮಾಡಲಾಗುವುದು. ಸಾಮರ್ಥ್ಯಸೌಧದ ಆವರಣದಲ್ಲಿ ಉದ್ಯಾನ ನಿರ್ಮಿಸಿ ಪರಿಸರ ಸ್ನೇಹಿ ವಾತಾವರಣ ರೂಪಿಸಲಾಗಿದೆ. ಜನಪ್ರತಿನಿಧಿಗಳು ಕೇಂದ್ರವನ್ನು ವೀಕ್ಷಿಸಿ ಮೆಚ್ಚುಗೆ ವ್ಯಕ್ತಪಡಿಸಿದ್ದಾರೆ. ತರಬೇತಿ ಕೇಂದ್ರದಿಂದ ಆಡಳಿತ ಸುಧಾರಣೆಗೆ ಹೆಚ್ಚಿನ ಬಲ ದೊರೆಯಲಿದೆ ಎಂದು ತಾಲ್ಲೂಕು ಪಂಚಾಯಿತಿ ಕಾರ್ಯನಿರ್ವಹಣಾಧಿಕಾರಿ ತಿಳಿಸಿದರು. bbox=[100, 255, 563, 426]
